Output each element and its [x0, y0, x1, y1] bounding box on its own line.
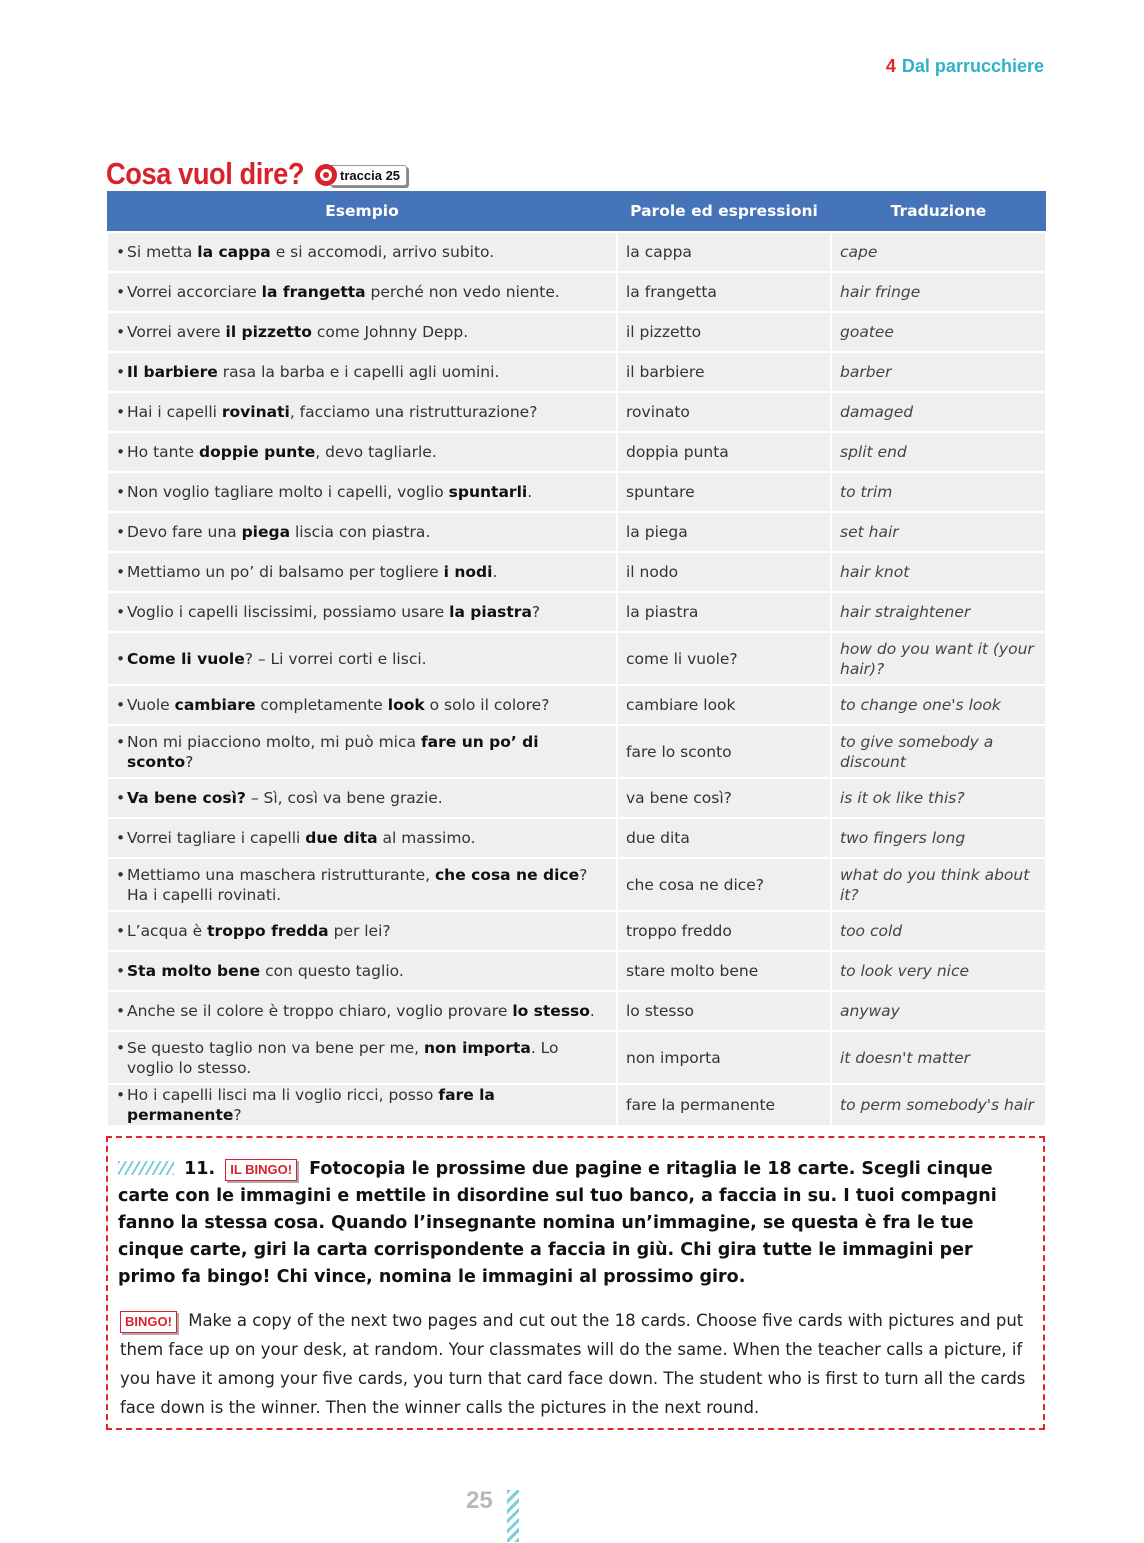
example-highlight: cambiare — [174, 696, 256, 714]
example-segment: . — [589, 1002, 595, 1020]
bullet-icon: • — [116, 403, 126, 421]
example-cell — [107, 552, 617, 592]
example-segment: Non mi piacciono molto, mi può mica — [127, 732, 421, 751]
expression-cell: doppia punta — [617, 432, 831, 472]
expression-cell: spuntare — [617, 472, 831, 512]
example-text — [127, 1001, 595, 1021]
expression-cell: come li vuole? — [617, 632, 831, 685]
example-segment: , facciamo una ristrutturazione? — [289, 403, 538, 421]
example-segment: L’acqua è — [127, 922, 208, 940]
bullet-icon: • — [116, 283, 126, 301]
bullet-icon: • — [116, 829, 126, 847]
example-text — [127, 1085, 608, 1125]
table-row — [107, 552, 1046, 592]
translation-cell: split end — [831, 432, 1046, 472]
expression-cell: fare la permanente — [617, 1084, 831, 1126]
example-cell — [107, 472, 617, 512]
example-text — [127, 522, 430, 542]
example-segment: – Sì, così va bene grazie. — [245, 789, 443, 807]
bullet-icon: • — [116, 603, 126, 621]
exercise-instructions-italian — [118, 1156, 998, 1291]
example-segment: Mettiamo un po’ di balsamo per togliere — [127, 563, 444, 581]
expression-cell: il barbiere — [617, 352, 831, 392]
expression-cell: la piastra — [617, 592, 831, 632]
example-segment: Hai i capelli — [127, 403, 222, 421]
example-text — [127, 732, 608, 772]
example-highlight: Sta molto bene — [127, 962, 261, 980]
example-cell — [107, 858, 617, 911]
example-text — [127, 242, 494, 262]
chapter-title: Dal parrucchiere — [901, 56, 1044, 76]
example-text — [127, 788, 443, 808]
bullet-icon: • — [116, 962, 126, 980]
table-row — [107, 991, 1046, 1031]
example-text — [127, 921, 391, 941]
expression-cell: cambiare look — [617, 685, 831, 725]
example-text — [127, 282, 560, 302]
example-segment: con questo taglio. — [260, 962, 404, 980]
example-cell — [107, 951, 617, 991]
bullet-icon: • — [116, 1002, 126, 1020]
example-cell — [107, 592, 617, 632]
exercise-number: 11. — [184, 1159, 216, 1179]
example-highlight: fare un po’ di sconto — [127, 732, 539, 771]
translation-cell: is it ok like this? — [831, 778, 1046, 818]
table-body — [107, 232, 1046, 1126]
translation-cell: to trim — [831, 472, 1046, 512]
bullet-icon: • — [116, 1038, 126, 1057]
example-highlight: piega — [241, 523, 291, 541]
example-segment: ? – Li vorrei corti e lisci. — [244, 649, 427, 668]
expression-cell: stare molto bene — [617, 951, 831, 991]
table-row — [107, 1084, 1046, 1126]
example-cell — [107, 725, 617, 778]
example-highlight: due dita — [305, 829, 378, 847]
translation-cell: to give somebody a discount — [831, 725, 1046, 778]
page-number: 25 — [466, 1487, 493, 1514]
example-highlight: non importa — [423, 1038, 531, 1057]
example-highlight: Come li vuole — [127, 649, 245, 668]
example-text — [127, 695, 549, 715]
example-cell — [107, 991, 617, 1031]
example-highlight: look — [387, 696, 425, 714]
example-segment: ? Ha i capelli rovinati. — [127, 865, 588, 904]
translation-cell: damaged — [831, 392, 1046, 432]
bullet-icon: • — [116, 1086, 126, 1104]
example-highlight: fare la permanente — [127, 1086, 495, 1124]
example-segment: Mettiamo una maschera ristrutturante, — [127, 865, 435, 884]
example-cell — [107, 911, 617, 951]
example-segment: rasa la barba e i capelli agli uomini. — [217, 363, 500, 381]
vocabulary-table — [106, 191, 1047, 1127]
example-segment: . Lo voglio lo stesso. — [127, 1038, 559, 1077]
exercise-instructions-english — [120, 1306, 1038, 1422]
example-text — [127, 828, 476, 848]
translation-cell: two fingers long — [831, 818, 1046, 858]
table-row — [107, 312, 1046, 352]
table-header-row — [107, 191, 1046, 232]
example-highlight: Va bene così? — [127, 789, 246, 807]
expression-cell: lo stesso — [617, 991, 831, 1031]
table-row — [107, 725, 1046, 778]
example-segment: completamente — [255, 696, 388, 714]
example-segment: . — [492, 563, 498, 581]
translation-cell: set hair — [831, 512, 1046, 552]
table-row — [107, 392, 1046, 432]
example-cell — [107, 512, 617, 552]
example-segment: Non voglio tagliare molto i capelli, voglio — [127, 483, 449, 501]
table-row — [107, 778, 1046, 818]
example-segment: e si accomodi, arrivo subito. — [270, 243, 495, 261]
table-row — [107, 232, 1046, 272]
chapter-header — [886, 56, 1044, 77]
example-cell — [107, 778, 617, 818]
example-highlight: doppie punte — [199, 443, 316, 461]
example-cell — [107, 312, 617, 352]
example-segment: Anche se il colore è troppo chiaro, voglio provare — [127, 1002, 513, 1020]
example-cell — [107, 272, 617, 312]
table-row — [107, 352, 1046, 392]
section-title-row — [106, 152, 407, 192]
example-segment: Se questo taglio non va bene per me, — [127, 1038, 424, 1057]
exercise-tag-english: BINGO! — [120, 1311, 177, 1333]
expression-cell: il pizzetto — [617, 312, 831, 352]
table-row — [107, 272, 1046, 312]
example-segment: . — [527, 483, 533, 501]
track-label: traccia 25 — [329, 165, 407, 186]
table-row — [107, 858, 1046, 911]
example-segment: liscia con piastra. — [290, 523, 431, 541]
bullet-icon: • — [116, 483, 126, 501]
example-cell — [107, 685, 617, 725]
example-cell — [107, 432, 617, 472]
example-highlight: rovinati — [221, 403, 290, 421]
expression-cell: che cosa ne dice? — [617, 858, 831, 911]
example-segment: come Johnny Depp. — [311, 323, 469, 341]
translation-cell: anyway — [831, 991, 1046, 1031]
example-highlight: che cosa ne dice — [434, 865, 580, 884]
bullet-icon: • — [116, 363, 126, 381]
example-highlight: la cappa — [197, 243, 271, 261]
example-cell — [107, 352, 617, 392]
example-cell — [107, 1084, 617, 1126]
translation-cell: hair knot — [831, 552, 1046, 592]
bullet-icon: • — [116, 649, 126, 668]
table-row — [107, 1031, 1046, 1084]
translation-cell: to look very nice — [831, 951, 1046, 991]
example-highlight: la frangetta — [261, 283, 366, 301]
expression-cell: va bene così? — [617, 778, 831, 818]
example-segment: Devo fare una — [127, 523, 242, 541]
expression-cell: due dita — [617, 818, 831, 858]
translation-cell: it doesn't matter — [831, 1031, 1046, 1084]
example-text — [127, 602, 540, 622]
expression-cell: rovinato — [617, 392, 831, 432]
translation-cell: too cold — [831, 911, 1046, 951]
stripes-decoration-icon — [118, 1161, 174, 1175]
exercise-text-italian: Fotocopia le prossime due pagine e ritaglia le 18 carte. Scegli cinque carte con le immagini e mettile in disordine sul tuo banco, a faccia in su. I tuoi compagni fanno la stessa cosa. Quando l’insegnante nomina un’immagine, se questa è fra le tue cinque carte, giri la carta corrispondente a faccia in giù. Chi gira tutte le immagini per primo fa bingo! Chi vince, nomina le immagini al prossimo giro. — [118, 1159, 997, 1287]
example-cell — [107, 1031, 617, 1084]
expression-cell: la frangetta — [617, 272, 831, 312]
example-cell — [107, 392, 617, 432]
expression-cell: il nodo — [617, 552, 831, 592]
bullet-icon: • — [116, 696, 126, 714]
translation-cell: goatee — [831, 312, 1046, 352]
example-segment: al massimo. — [377, 829, 476, 847]
example-text — [127, 865, 608, 905]
example-segment: Voglio i capelli liscissimi, possiamo usare — [127, 603, 450, 621]
example-highlight: lo stesso — [512, 1002, 590, 1020]
example-segment: Vorrei tagliare i capelli — [127, 829, 306, 847]
example-highlight: troppo fredda — [207, 922, 329, 940]
example-text — [127, 1038, 608, 1078]
table-row — [107, 951, 1046, 991]
section-title: Cosa vuol dire? — [106, 156, 305, 191]
table-row — [107, 685, 1046, 725]
example-segment: ? — [185, 752, 194, 771]
expression-cell: la cappa — [617, 232, 831, 272]
example-cell — [107, 632, 617, 685]
table-row — [107, 512, 1046, 552]
column-header-expressions: Parole ed espressioni — [617, 191, 831, 232]
bullet-icon: • — [116, 922, 126, 940]
example-highlight: Il barbiere — [127, 363, 218, 381]
example-segment: Vuole — [127, 696, 175, 714]
bullet-icon: • — [116, 443, 126, 461]
table-row — [107, 432, 1046, 472]
example-highlight: il pizzetto — [225, 323, 312, 341]
page-stripe-decoration-icon — [507, 1490, 519, 1542]
translation-cell: hair fringe — [831, 272, 1046, 312]
translation-cell: how do you want it (your hair)? — [831, 632, 1046, 685]
translation-cell: hair straightener — [831, 592, 1046, 632]
column-header-example: Esempio — [107, 191, 617, 232]
table-row — [107, 592, 1046, 632]
bullet-icon: • — [116, 323, 126, 341]
audio-cd-icon[interactable] — [315, 164, 337, 186]
example-segment: o solo il colore? — [424, 696, 550, 714]
example-highlight: spuntarli — [448, 483, 528, 501]
example-segment: ? — [531, 603, 541, 621]
example-text — [127, 402, 537, 422]
example-text — [127, 442, 437, 462]
translation-cell: to perm somebody's hair — [831, 1084, 1046, 1126]
translation-cell: what do you think about it? — [831, 858, 1046, 911]
translation-cell: barber — [831, 352, 1046, 392]
audio-track[interactable] — [315, 164, 407, 186]
exercise-text-english: Make a copy of the next two pages and cut out the 18 cards. Choose five cards with pictures and put them face up on your desk, at random. Your classmates will do the same. When the teacher calls a picture, if you have it among your five cards, you turn that card face down. The student who is first to turn all the cards face down is the winner. Then the winner calls the pictures in the next round. — [120, 1311, 1026, 1417]
translation-cell: cape — [831, 232, 1046, 272]
example-text — [127, 482, 532, 502]
bullet-icon: • — [116, 523, 126, 541]
translation-cell: to change one's look — [831, 685, 1046, 725]
example-segment: Ho i capelli lisci ma li voglio ricci, posso — [127, 1086, 439, 1104]
bullet-icon: • — [116, 563, 126, 581]
expression-cell: la piega — [617, 512, 831, 552]
table-row — [107, 632, 1046, 685]
table-row — [107, 911, 1046, 951]
bullet-icon: • — [116, 789, 126, 807]
table-row — [107, 472, 1046, 512]
example-text — [127, 562, 497, 582]
example-highlight: i nodi — [443, 563, 493, 581]
expression-cell: non importa — [617, 1031, 831, 1084]
example-segment: per lei? — [328, 922, 391, 940]
bullet-icon: • — [116, 732, 126, 751]
exercise-tag-italian: IL BINGO! — [225, 1159, 297, 1181]
bullet-icon: • — [116, 865, 126, 884]
example-segment: Si metta — [127, 243, 198, 261]
example-text — [127, 362, 499, 382]
expression-cell: fare lo sconto — [617, 725, 831, 778]
column-header-translation: Traduzione — [831, 191, 1046, 232]
example-highlight: la piastra — [449, 603, 532, 621]
example-segment: Vorrei avere — [127, 323, 226, 341]
expression-cell: troppo freddo — [617, 911, 831, 951]
example-cell — [107, 818, 617, 858]
example-cell — [107, 232, 617, 272]
example-segment: Vorrei accorciare — [127, 283, 262, 301]
example-segment: perché non vedo niente. — [365, 283, 560, 301]
chapter-number: 4 — [885, 56, 896, 76]
example-segment: , devo tagliarle. — [315, 443, 437, 461]
example-text — [127, 649, 427, 669]
table-row — [107, 818, 1046, 858]
bullet-icon: • — [116, 243, 126, 261]
example-text — [127, 322, 468, 342]
example-segment: Ho tante — [127, 443, 200, 461]
exercise-box — [106, 1136, 1045, 1430]
example-segment: ? — [233, 1106, 242, 1124]
example-text — [127, 961, 404, 981]
